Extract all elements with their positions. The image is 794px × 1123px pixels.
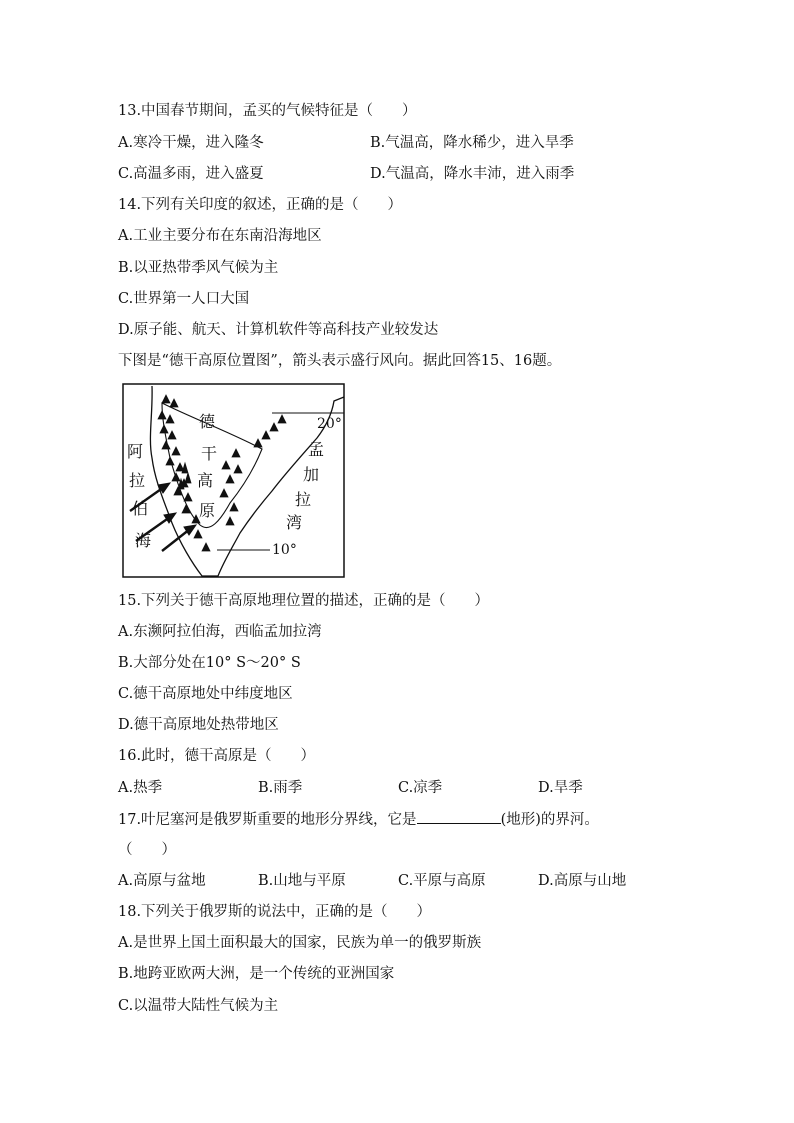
q13-option-c: C.高温多雨，进入盛夏 — [118, 166, 264, 182]
q13-option-b: B.气温高，降水稀少，进入旱季 — [370, 135, 574, 151]
q17-blank — [417, 809, 501, 824]
q18-option-b: B.地跨亚欧两大洲，是一个传统的亚洲国家 — [118, 966, 395, 982]
q17-option-d: D.高原与山地 — [538, 873, 627, 889]
deccan-plateau-map — [122, 383, 345, 578]
map-label-arabian-sea-1: 阿 — [127, 442, 144, 461]
q17-stem-before: 17.叶尼塞河是俄罗斯重要的地形分界线，它是 — [118, 812, 417, 828]
q17-option-a: A.高原与盆地 — [118, 873, 206, 889]
map-label-arabian-sea-2: 拉 — [129, 471, 146, 490]
map-label-deccan-2: 干 — [201, 444, 218, 463]
figure-intro: 下图是“德干高原位置图”，箭头表示盛行风向。据此回答15、16题。 — [118, 353, 562, 369]
q18-option-c: C.以温带大陆性气候为主 — [118, 998, 279, 1014]
latitude-20-label: 20° — [317, 416, 342, 432]
q15-option-d: D.德干高原地处热带地区 — [118, 717, 279, 733]
q16-stem: 16.此时，德干高原是（ ） — [118, 748, 316, 764]
map-label-deccan-1: 德 — [199, 412, 216, 431]
q14-option-d: D.原子能、航天、计算机软件等高科技产业较发达 — [118, 322, 439, 338]
q18-stem: 18.下列关于俄罗斯的说法中，正确的是（ ） — [118, 904, 432, 920]
q13-option-d: D.气温高，降水丰沛，进入雨季 — [370, 166, 575, 182]
map-label-bay-of-bengal-1: 孟 — [308, 440, 325, 459]
q16-option-d: D.旱季 — [538, 780, 583, 796]
latitude-10-label: 10° — [272, 542, 297, 558]
map-label-bay-of-bengal-3: 拉 — [295, 490, 312, 509]
q17-stem-after: (地形)的界河。 — [500, 812, 599, 828]
map-label-deccan-4: 原 — [199, 501, 216, 520]
q17-option-b: B.山地与平原 — [258, 873, 346, 889]
q15-stem: 15.下列关于德干高原地理位置的描述，正确的是（ ） — [118, 593, 490, 609]
q14-stem: 14.下列有关印度的叙述，正确的是（ ） — [118, 197, 403, 213]
q15-option-a: A.东濒阿拉伯海，西临孟加拉湾 — [118, 624, 322, 640]
q15-option-b: B.大部分处在10° S～20° S — [118, 655, 301, 671]
q17-stem — [118, 809, 599, 830]
q17-paren: （ ） — [118, 842, 176, 858]
q14-option-c: C.世界第一人口大国 — [118, 291, 250, 307]
q13-option-a: A.寒冷干燥，进入隆冬 — [118, 135, 264, 151]
q15-option-c: C.德干高原地处中纬度地区 — [118, 686, 293, 702]
map-label-deccan-3: 高 — [197, 471, 214, 490]
q18-option-a: A.是世界上国土面积最大的国家，民族为单一的俄罗斯族 — [118, 935, 482, 951]
q17-option-c: C.平原与高原 — [398, 873, 486, 889]
q16-option-c: C.凉季 — [398, 780, 443, 796]
q14-option-a: A.工业主要分布在东南沿海地区 — [118, 228, 322, 244]
map-label-bay-of-bengal-2: 加 — [303, 465, 320, 484]
q16-option-a: A.热季 — [118, 780, 163, 796]
q14-option-b: B.以亚热带季风气候为主 — [118, 260, 279, 276]
map-label-arabian-sea-3: 伯 — [132, 499, 149, 518]
map-label-arabian-sea-4: 海 — [135, 531, 152, 550]
q13-stem: 13.中国春节期间，孟买的气候特征是（ ） — [118, 103, 417, 119]
q16-option-b: B.雨季 — [258, 780, 303, 796]
map-label-bay-of-bengal-4: 湾 — [286, 513, 303, 532]
